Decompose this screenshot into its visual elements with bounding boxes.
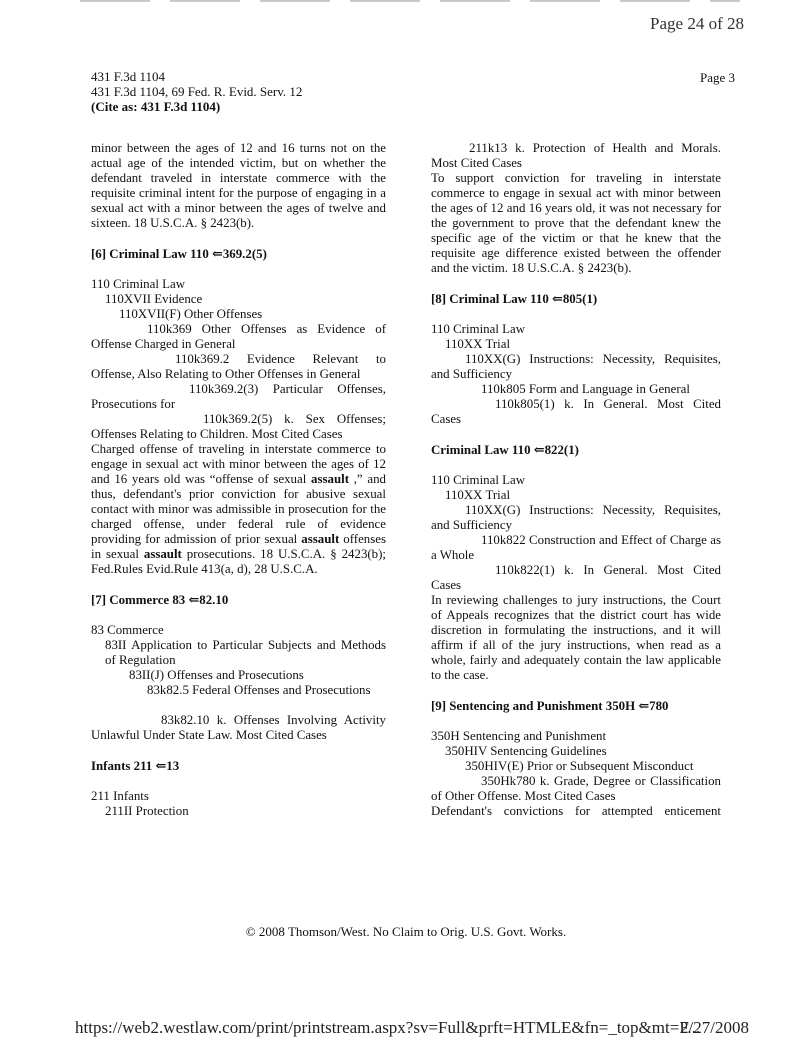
key-line: 110k822(1) k. In General. Most Cited Cases	[431, 563, 721, 592]
headnote-9-text: Defendant's convictions for attempted enticement	[431, 804, 721, 818]
scan-top-edge	[80, 0, 740, 2]
key-line: 83II Application to Particular Subjects and Methods of Regulation	[105, 638, 386, 667]
key-line: 110XX Trial	[445, 488, 511, 502]
key-line: 110 Criminal Law	[431, 473, 526, 487]
page-indicator: Page 24 of 28	[650, 14, 744, 33]
infants-heading: Infants 211 ⇐13	[91, 759, 180, 773]
key-line: 350HIV(E) Prior or Subsequent Misconduct	[465, 759, 694, 773]
key-line: 110k369.2(3) Particular Offenses, Prosecutions for	[91, 382, 386, 411]
headnote-7-heading: [7] Commerce 83 ⇐82.10	[91, 593, 229, 607]
headnote-6-heading: [6] Criminal Law 110 ⇐369.2(5)	[91, 247, 267, 261]
criminal-law-822-heading: Criminal Law 110 ⇐822(1)	[431, 443, 579, 457]
key-line: 110XX(G) Instructions: Necessity, Requisites, and Sufficiency	[431, 503, 721, 532]
key-line: 110k822 Construction and Effect of Charge as a Whole	[431, 533, 721, 562]
citation-line-1: 431 F.3d 1104	[91, 69, 165, 84]
infants-text: To support conviction for traveling in interstate commerce to engage in sexual act with minor between the ages of 12 and 16 years old, it was not necessary for the government to prove that the defendant knew the specific age of the victim or that he knew that the requisite age difference existed between the offender and the victim. 18 U.S.C.A. § 2423(b).	[431, 171, 721, 275]
intro-paragraph: minor between the ages of 12 and 16 turns not on the actual age of the intended victim, but on whether the defendant traveled in interstate commerce with the requisite criminal intent for the purpose of engaging in a sexual act with a minor between the ages of twelve and sixteen. 18 U.S.C.A. § 2423(b).	[91, 141, 386, 230]
key-line: 350H Sentencing and Punishment	[431, 729, 607, 743]
key-line: 110k805 Form and Language in General	[481, 382, 690, 396]
key-line: 110XVII(F) Other Offenses	[119, 307, 263, 321]
right-column	[431, 141, 721, 819]
key-line: 211II Protection	[105, 804, 189, 818]
key-line: 350HIV Sentencing Guidelines	[445, 744, 607, 758]
key-line: 110k369.2 Evidence Relevant to Offense, Also Relating to Other Offenses in General	[91, 352, 386, 381]
key-line: 110XX Trial	[445, 337, 511, 351]
key-line: 83k82.10 k. Offenses Involving Activity Unlawful Under State Law. Most Cited Cases	[91, 713, 386, 742]
headnote-9-heading: [9] Sentencing and Punishment 350H ⇐780	[431, 699, 669, 713]
key-line: 83k82.5 Federal Offenses and Prosecutions	[147, 683, 371, 697]
copyright-notice: © 2008 Thomson/West. No Claim to Orig. U.S. Govt. Works.	[245, 924, 567, 939]
print-url: https://web2.westlaw.com/print/printstream.aspx?sv=Full&prft=HTMLE&fn=_top&mt=F...	[75, 1018, 701, 1037]
citation-line-2: 431 F.3d 1104, 69 Fed. R. Evid. Serv. 12	[91, 84, 303, 99]
key-line: 83II(J) Offenses and Prosecutions	[129, 668, 304, 682]
key-line: 110k369.2(5) k. Sex Offenses; Offenses Relating to Children. Most Cited Cases	[91, 412, 386, 441]
key-line: 110k805(1) k. In General. Most Cited Cases	[431, 397, 721, 426]
key-line: 83 Commerce	[91, 623, 164, 637]
key-line: 211k13 k. Protection of Health and Morals. Most Cited Cases	[431, 141, 721, 170]
page-number: Page 3	[699, 70, 735, 85]
key-line: 110 Criminal Law	[431, 322, 526, 336]
key-line: 110XVII Evidence	[105, 292, 203, 306]
criminal-law-822-text: In reviewing challenges to jury instructions, the Court of Appeals recognizes that the district court has wide discretion in formulating the instructions, and it will affirm if all of the jury instructions, when read as a whole, fairly and adequately contain the law applicable to the case.	[431, 593, 721, 682]
citation-header	[91, 69, 302, 114]
left-column	[91, 141, 386, 819]
key-line: 110 Criminal Law	[91, 277, 186, 291]
key-line: 110XX(G) Instructions: Necessity, Requisites, and Sufficiency	[431, 352, 721, 381]
key-line: 211 Infants	[91, 789, 149, 803]
headnote-6-text: Charged offense of traveling in interstate commerce to engage in sexual act with minor between the ages of 12 and 16 years old was “offense of sexual assault ,” and thus, defendant's prior conviction for abusive sexual contact with minor was admissible in prosecution for the charged offense, under federal rule of evidence providing for admission of prior sexual assault offenses in sexual assault prosecutions. 18 U.S.C.A. § 2423(b); Fed.Rules Evid.Rule 413(a, d), 28 U.S.C.A.	[91, 442, 387, 576]
cite-as-line: (Cite as: 431 F.3d 1104)	[91, 99, 221, 114]
key-line: 110k369 Other Offenses as Evidence of Offense Charged in General	[91, 322, 386, 351]
print-date: 2/27/2008	[680, 1018, 749, 1037]
headnote-8-heading: [8] Criminal Law 110 ⇐805(1)	[431, 292, 598, 306]
key-line: 350Hk780 k. Grade, Degree or Classification of Other Offense. Most Cited Cases	[431, 774, 721, 803]
